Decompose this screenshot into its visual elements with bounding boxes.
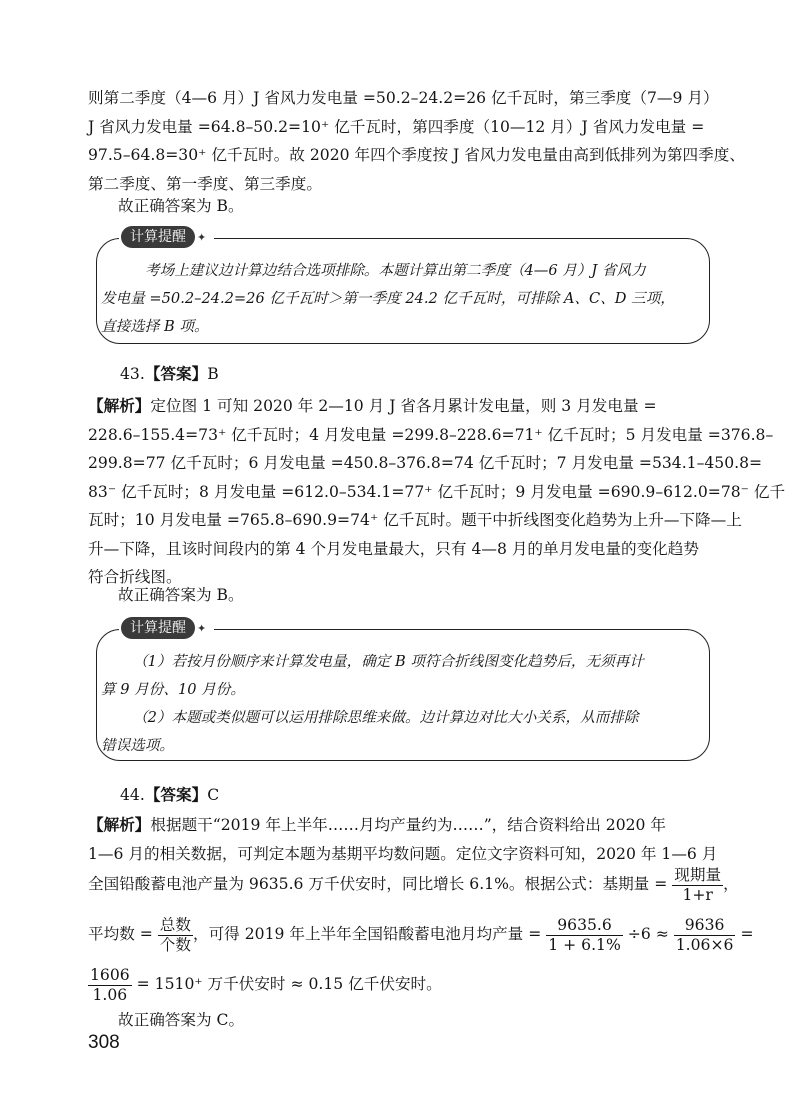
para1-line: J 省风力发电量 =64.8–50.2=10⁺ 亿千瓦时，第四季度（10—12 月）J 省风力发电量 =	[88, 117, 705, 136]
q43-line: 瓦时；10 月发电量 =765.8–690.9=74⁺ 亿千瓦时。题干中折线图变化趋势为上升—下降—上	[88, 511, 742, 529]
tip2-line: （1）若按月份顺序来计算发电量，确定 B 项符合折线图变化趋势后，无须再计	[133, 653, 644, 670]
q43-heading	[120, 362, 219, 384]
calc-mid: ÷6 ≈	[627, 925, 669, 943]
q44-analysis-tag: 【解析】	[88, 815, 151, 834]
tip2-line: 算 9 月份、10 月份。	[101, 681, 245, 698]
q43-line: 228.6–155.4=73⁺ 亿千瓦时；4 月发电量 =299.8–228.6=71⁺ 亿千瓦时；5 月发电量 =376.8–	[88, 425, 774, 444]
formula-numerator: 总数	[159, 915, 191, 934]
q43-line: 83⁻ 亿千瓦时；8 月发电量 =612.0–534.1=77⁺ 亿千瓦时；9 月发电量 =690.9–612.0=78⁻ 亿千	[88, 482, 786, 501]
q44-line4-prefix: 平均数 =	[88, 925, 153, 943]
q43-answer-tag: 【答案】	[144, 364, 208, 383]
q44-line: 【解析】根据题干“2019 年上半年……月均产量约为……”，结合资料给出 2020 年	[88, 815, 667, 834]
tip-label-text: 计算提醒	[121, 617, 195, 639]
formula-numerator: 9636	[674, 916, 736, 936]
tip-box-1	[96, 229, 710, 344]
q44-analysis	[88, 811, 718, 868]
para1-line: 第二季度、第一季度、第三季度。	[88, 174, 322, 193]
result-text: = 1510⁺ 万千伏安时 ≈ 0.15 亿千伏安时。	[136, 975, 442, 993]
q43-number: 43.	[120, 365, 145, 383]
q44-answer: C	[207, 786, 220, 804]
q43-conclusion: 故正确答案为 B。	[118, 586, 244, 604]
formula-denominator: 1+r	[682, 885, 713, 904]
q44-conclusion: 故正确答案为 C。	[118, 1011, 245, 1029]
sparkle-icon: ✦	[197, 622, 207, 635]
q44-result-line	[88, 962, 712, 1006]
q43-analysis	[88, 392, 786, 592]
formula-avg	[158, 916, 193, 955]
q43-analysis-tag: 【解析】	[88, 396, 151, 415]
q44-answer-tag: 【答案】	[144, 785, 208, 804]
q43-answer: B	[207, 365, 219, 383]
tip2-line: （2）本题或类似题可以运用排除思维来做。边计算边对比大小关系，从而排除	[133, 709, 639, 726]
formula-numerator: 现期量	[674, 865, 722, 884]
q43-line: 升—下降，且该时间段内的第 4 个月发电量最大，只有 4—8 月的单月发电量的变化趋势	[88, 539, 699, 558]
tip2-line: 错误选项。	[101, 737, 174, 754]
q44-number: 44.	[120, 786, 145, 804]
q44-line: 1—6 月的相关数据，可判定本题为基期平均数问题。定位文字资料可知，2020 年 1—6 月	[88, 844, 718, 863]
para1-line: 97.5–64.8=30⁺ 亿千瓦时。故 2020 年四个季度按 J 省风力发电量由高到低排列为第四季度、	[88, 146, 745, 164]
answer1-conclusion: 故正确答案为 B。	[118, 197, 244, 215]
tip-label-1	[119, 226, 214, 248]
q44-avg-line	[88, 912, 754, 956]
sparkle-icon: ✦	[197, 231, 207, 244]
q44-heading	[120, 783, 219, 805]
page-number: 308	[88, 1032, 120, 1053]
q43-line: 299.8=77 亿千瓦时；6 月发电量 =450.8–376.8=74 亿千瓦时；7 月发电量 =534.1–450.8=	[88, 454, 763, 472]
q44-line3: 全国铅酸蓄电池产量为 9635.6 万千伏安时，同比增长 6.1%。根据公式：基期量 =	[88, 875, 668, 893]
para1-line: 则第二季度（4—6 月）J 省风力发电量 =50.2–24.2=26 亿千瓦时，第三季度（7—9 月）	[88, 89, 719, 107]
formula-numerator: 1606	[90, 965, 130, 984]
tip1-line: 直接选择 B 项。	[101, 318, 209, 335]
result-frac	[88, 966, 132, 1005]
formula-denominator: 1.06×6	[675, 935, 734, 954]
formula-denominator: 1 + 6.1%	[548, 935, 621, 954]
q43-line: 符合折线图。	[88, 568, 182, 586]
calc-frac-1	[546, 916, 623, 955]
tip1-line: 发电量 =50.2–24.2=26 亿千瓦时＞第一季度 24.2 亿千瓦时，可排除 A、C、D 三项，	[101, 290, 675, 307]
q43-line: 【解析】定位图 1 可知 2020 年 2—10 月 J 省各月累计发电量，则 3 月发电量 =	[88, 396, 657, 415]
calc-eq: =	[740, 925, 754, 943]
tip-label-2	[119, 617, 214, 639]
para1	[88, 84, 745, 198]
tip-box-2	[96, 620, 710, 761]
q44-line4-mid: ，可得 2019 年上半年全国铅酸蓄电池月均产量 =	[192, 925, 542, 943]
calc-frac-2	[674, 916, 736, 955]
formula-denominator: 1.06	[92, 985, 128, 1004]
tip-label-text: 计算提醒	[121, 226, 195, 248]
formula-numerator: 9635.6	[546, 916, 623, 936]
q44-formula-line: 全国铅酸蓄电池产量为 9635.6 万千伏安时，同比增长 6.1%。根据公式：基期量 = $\frac{\text{现期量}}{1+r}$ ，	[88, 865, 739, 904]
formula-denominator: 个数	[159, 935, 191, 954]
formula-base	[672, 866, 723, 905]
tip1-line: 考场上建议边计算边结合选项排除。本题计算出第二季度（4—6 月）J 省风力	[145, 262, 646, 279]
